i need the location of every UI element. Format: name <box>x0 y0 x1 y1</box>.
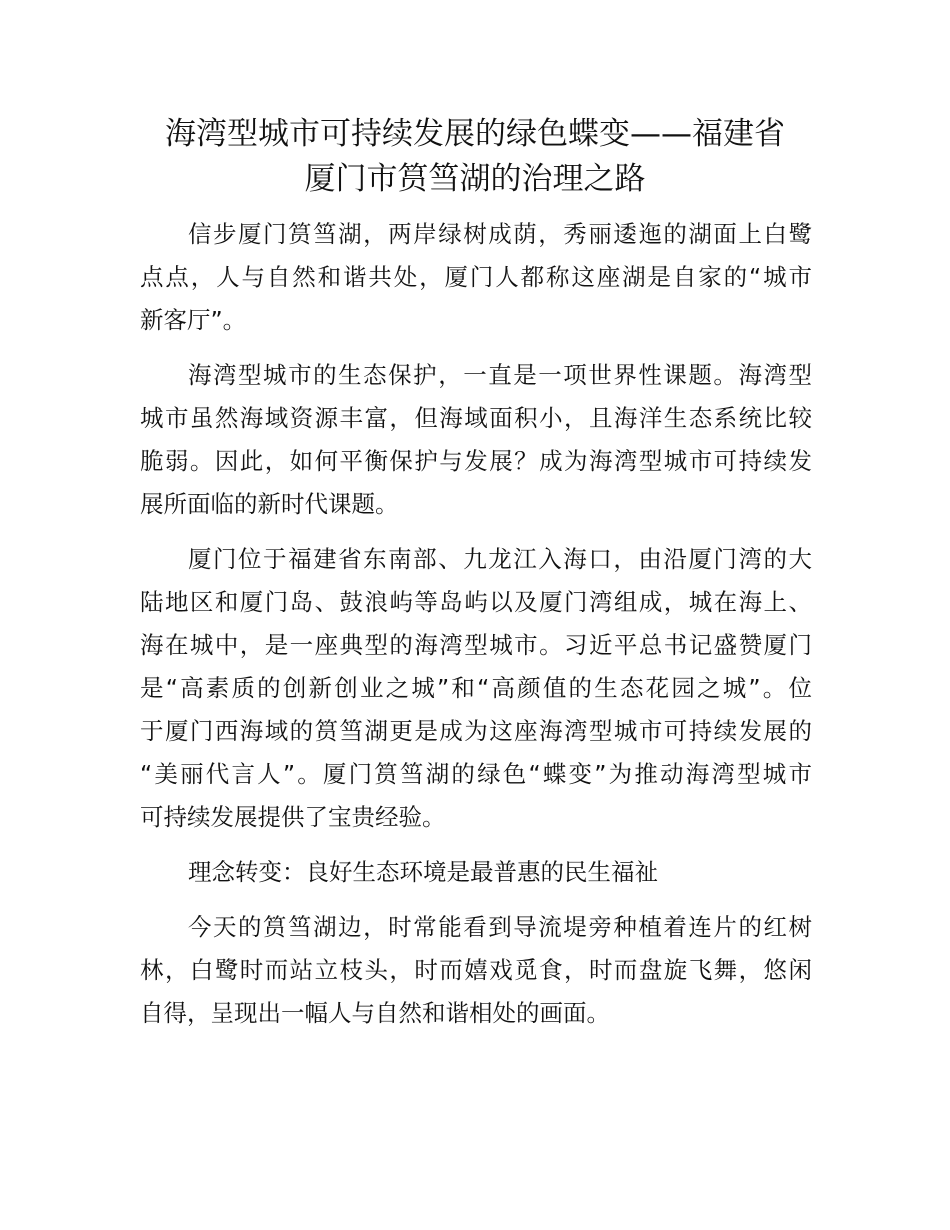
paragraph-line: 城市虽然海域资源丰富，但海域面积小，且海洋生态系统比较 <box>140 404 812 432</box>
paragraph-line: 海湾型城市的生态保护，一直是一项世界性课题。海湾型 <box>188 361 812 389</box>
document-title <box>130 112 820 202</box>
paragraph <box>140 354 812 526</box>
paragraph-line: 今天的筼筜湖边，时常能看到导流堤旁种植着连片的红树 <box>188 913 812 941</box>
title-line: 海湾型城市可持续发展的绿色蝶变——福建省 <box>165 116 785 152</box>
paragraph-line: 陆地区和厦门岛、鼓浪屿等岛屿以及厦门湾组成，城在海上、 <box>140 588 812 616</box>
paragraph <box>140 538 812 839</box>
paragraph-line: 新客厅”。 <box>140 306 247 334</box>
paragraph-line: 是“高素质的创新创业之城”和“高颜值的生态花园之城”。位 <box>140 674 812 702</box>
paragraph-line: 于厦门西海域的筼筜湖更是成为这座海湾型城市可持续发展的 <box>140 717 812 745</box>
paragraph-line: 信步厦门筼筜湖，两岸绿树成荫，秀丽逶迤的湖面上白鹭 <box>188 220 812 248</box>
paragraph-line: 可持续发展提供了宝贵经验。 <box>140 803 446 831</box>
paragraph-line: 海在城中，是一座典型的海湾型城市。习近平总书记盛赞厦门 <box>140 631 812 659</box>
paragraph <box>140 906 812 1035</box>
paragraph <box>140 213 812 342</box>
paragraph-line: 展所面临的新时代课题。 <box>140 490 399 518</box>
document-body <box>140 213 812 1047</box>
paragraph-line: 厦门位于福建省东南部、九龙江入海口，由沿厦门湾的大 <box>188 545 812 573</box>
paragraph-line: “美丽代言人”。厦门筼筜湖的绿色“蝶变”为推动海湾型城市 <box>140 760 812 788</box>
paragraph-line: 林，白鹭时而站立枝头，时而嬉戏觅食，时而盘旋飞舞，悠闲 <box>140 956 812 984</box>
paragraph-line: 点点，人与自然和谐共处，厦门人都称这座湖是自家的“城市 <box>140 263 812 291</box>
paragraph-line: 自得，呈现出一幅人与自然和谐相处的画面。 <box>140 999 610 1027</box>
paragraph <box>140 851 812 894</box>
title-line: 厦门市筼筜湖的治理之路 <box>304 161 646 197</box>
paragraph-line: 脆弱。因此，如何平衡保护与发展？成为海湾型城市可持续发 <box>140 447 812 475</box>
paragraph-line: 理念转变：良好生态环境是最普惠的民生福祉 <box>188 858 658 886</box>
